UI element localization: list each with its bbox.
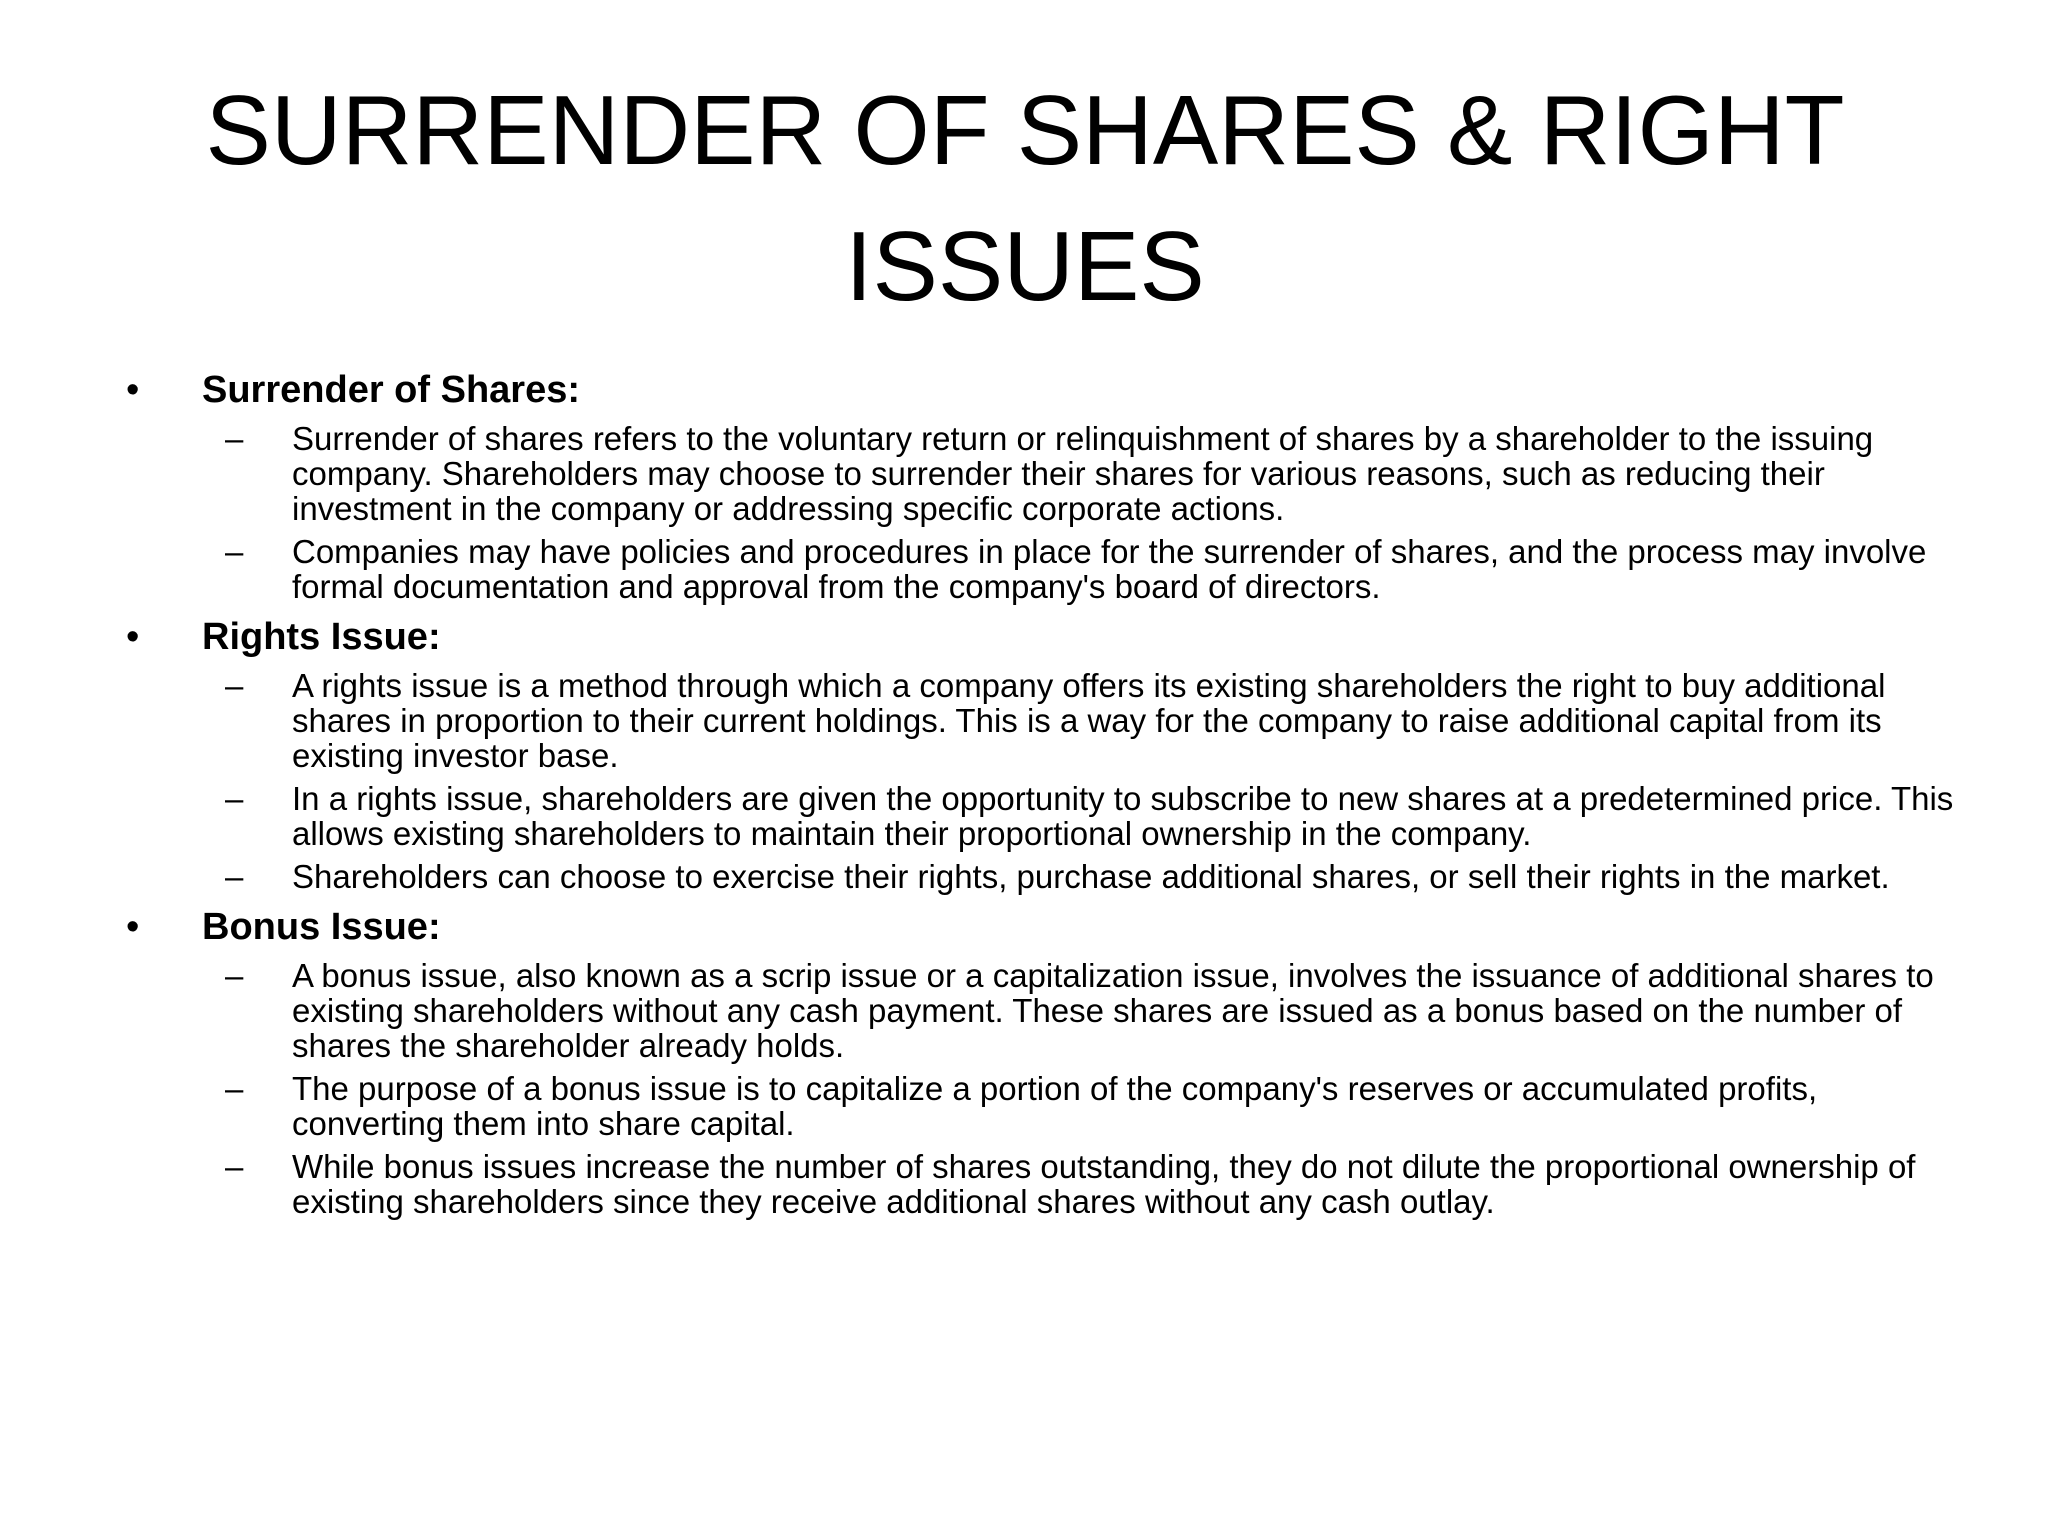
section-heading	[120, 365, 1960, 415]
list-item	[120, 781, 1960, 851]
section-heading-text: Surrender of Shares:	[202, 369, 580, 411]
list-item-text: Companies may have policies and procedures in place for the surrender of shares, and the process may involve formal documentation and approval from the company's board of directors.	[292, 533, 1927, 605]
list-item-text: While bonus issues increase the number of shares outstanding, they do not dilute the proportional ownership of existing shareholders since they receive additional shares without any cash outlay.	[292, 1148, 1916, 1220]
section-rights-issue	[120, 612, 1960, 894]
dash-icon: –	[225, 533, 244, 570]
section-heading-text: Rights Issue:	[202, 616, 441, 658]
bullet-icon: •	[126, 369, 140, 411]
list-item-text: A rights issue is a method through which a company offers its existing shareholders the right to buy additional shares in proportion to their current holdings. This is a way for the company to raise additional capital from its existing investor base.	[292, 667, 1886, 774]
slide-title: SURRENDER OF SHARES & RIGHT ISSUES	[205, 75, 1845, 321]
list-item	[120, 534, 1960, 604]
section-heading	[120, 902, 1960, 952]
list-item-text: In a rights issue, shareholders are given the opportunity to subscribe to new shares at a predetermined price. This allows existing shareholders to maintain their proportional ownership in the company.	[292, 780, 1954, 852]
dash-icon: –	[225, 1148, 244, 1185]
list-item-text: Surrender of shares refers to the voluntary return or relinquishment of shares by a shareholder to the issuing company. Shareholders may choose to surrender their shares for various reasons, such as reducing their investment in the company or addressing specific corporate actions.	[292, 420, 1874, 527]
list-item-text: Shareholders can choose to exercise their rights, purchase additional shares, or sell their rights in the market.	[292, 858, 1890, 895]
list-item	[120, 859, 1960, 894]
list-item-text: The purpose of a bonus issue is to capitalize a portion of the company's reserves or accumulated profits, converting them into share capital.	[292, 1070, 1818, 1142]
bullet-icon: •	[126, 616, 140, 658]
list-item	[120, 421, 1960, 526]
list-item	[120, 958, 1960, 1063]
section-heading	[120, 612, 1960, 662]
dash-icon: –	[225, 420, 244, 457]
sub-list	[120, 668, 1960, 894]
list-item	[120, 1071, 1960, 1141]
section-bonus-issue	[120, 902, 1960, 1219]
dash-icon: –	[225, 667, 244, 704]
dash-icon: –	[225, 780, 244, 817]
list-item	[120, 668, 1960, 773]
dash-icon: –	[225, 1070, 244, 1107]
section-heading-text: Bonus Issue:	[202, 906, 441, 948]
bullet-icon: •	[126, 906, 140, 948]
slide-content	[120, 365, 1960, 1227]
list-item-text: A bonus issue, also known as a scrip issue or a capitalization issue, involves the issuance of additional shares to existing shareholders without any cash payment. These shares are issued as a bonus based on the number of shares the shareholder already holds.	[292, 957, 1934, 1064]
dash-icon: –	[225, 957, 244, 994]
sub-list	[120, 421, 1960, 604]
sub-list	[120, 958, 1960, 1219]
dash-icon: –	[225, 858, 244, 895]
section-surrender-of-shares	[120, 365, 1960, 604]
list-item	[120, 1149, 1960, 1219]
